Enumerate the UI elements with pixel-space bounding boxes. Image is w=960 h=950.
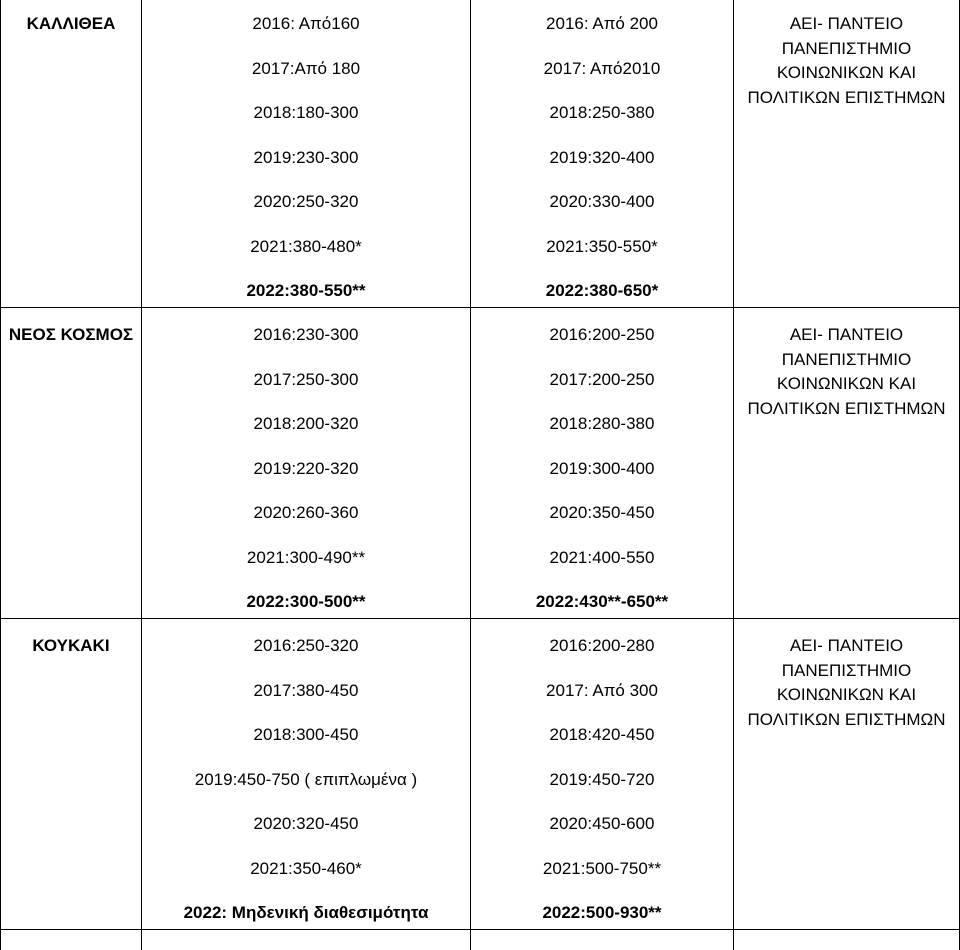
institution-line: ΠΟΛΙΤΙΚΩΝ ΕΠΙΣΤΗΜΩΝ <box>734 397 959 422</box>
price-range-line: 2018:200-320 <box>142 412 470 457</box>
area-name: ΝΕΟΣ ΚΟΣΜΟΣ <box>9 325 133 344</box>
price-range-line: 2021:380-480* <box>142 235 470 280</box>
table-row <box>1 0 960 308</box>
price-range-line: 2019:230-300 <box>142 146 470 191</box>
table-row <box>1 308 960 619</box>
price-range-line: 2018:180-300 <box>142 101 470 146</box>
institution-line: ΚΟΙΝΩΝΙΚΩΝ ΚΑΙ <box>734 61 959 86</box>
price-range-line: 2018:300-450 <box>142 723 470 768</box>
price-range-line: 2016:250-320 <box>142 634 470 679</box>
price-range-line: 2021:350-460* <box>142 857 470 902</box>
price-range-line: 2018:280-380 <box>471 412 733 457</box>
price-range-line: 2016: Από160 <box>142 12 470 57</box>
institution-line: ΚΟΙΝΩΝΙΚΩΝ ΚΑΙ <box>734 372 959 397</box>
rent-table-body <box>1 0 960 950</box>
price-range-line: 2020:260-360 <box>142 501 470 546</box>
price-range-line: 2019:220-320 <box>142 457 470 502</box>
table-row-continuation <box>1 930 960 950</box>
price-range-line: 2020:350-450 <box>471 501 733 546</box>
price-range-line: 2021:300-490** <box>142 546 470 591</box>
price-range-line: 2021:400-550 <box>471 546 733 591</box>
institution-line: ΑΕΙ- ΠΑΝΤΕΙΟ <box>734 634 959 659</box>
price-range-line: 2016:200-280 <box>471 634 733 679</box>
area-name: ΚΑΛΛΙΘΕΑ <box>27 14 116 33</box>
price-range-line: 2020:320-450 <box>142 812 470 857</box>
price-range-line: 2016:230-300 <box>142 323 470 368</box>
price-range-line: 2022:500-930** <box>471 901 733 925</box>
price-range-line: 2020:330-400 <box>471 190 733 235</box>
price-range-cell-col-a <box>142 619 471 930</box>
price-range-line: 2019:450-750 ( επιπλωμένα ) <box>142 768 470 813</box>
price-range-line: 2018:250-380 <box>471 101 733 146</box>
table-row <box>1 619 960 930</box>
price-range-cell-col-b <box>471 308 734 619</box>
price-range-line: 2021:500-750** <box>471 857 733 902</box>
price-range-line: 2018:420-450 <box>471 723 733 768</box>
institution-line: ΠΑΝΕΠΙΣΤΗΜΙΟ <box>734 37 959 62</box>
institution-cell <box>734 0 960 308</box>
price-range-line: 2019:450-720 <box>471 768 733 813</box>
price-range-line: 2020:250-320 <box>142 190 470 235</box>
institution-line: ΠΟΛΙΤΙΚΩΝ ΕΠΙΣΤΗΜΩΝ <box>734 86 959 111</box>
price-range-line: 2022:380-650* <box>471 279 733 303</box>
empty-cell <box>734 930 960 950</box>
area-name-cell <box>1 308 142 619</box>
institution-cell <box>734 308 960 619</box>
price-range-cell-col-b <box>471 0 734 308</box>
price-range-line: 2019:300-400 <box>471 457 733 502</box>
price-range-line: 2017: Από2010 <box>471 57 733 102</box>
area-name: ΚΟΥΚΑΚΙ <box>32 636 109 655</box>
institution-cell <box>734 619 960 930</box>
institution-line: ΠΑΝΕΠΙΣΤΗΜΙΟ <box>734 659 959 684</box>
institution-line: ΚΟΙΝΩΝΙΚΩΝ ΚΑΙ <box>734 683 959 708</box>
price-range-line: 2022: Μηδενική διαθεσιμότητα <box>142 901 470 925</box>
institution-line: ΑΕΙ- ΠΑΝΤΕΙΟ <box>734 12 959 37</box>
price-range-line: 2017:Από 180 <box>142 57 470 102</box>
institution-line: ΑΕΙ- ΠΑΝΤΕΙΟ <box>734 323 959 348</box>
empty-cell <box>1 930 142 950</box>
empty-cell <box>471 930 734 950</box>
price-range-line: 2017:380-450 <box>142 679 470 724</box>
price-range-cell-col-a <box>142 0 471 308</box>
price-range-line: 2016: Από 200 <box>471 12 733 57</box>
institution-line: ΠΑΝΕΠΙΣΤΗΜΙΟ <box>734 348 959 373</box>
price-range-line: 2020:450-600 <box>471 812 733 857</box>
area-name-cell <box>1 619 142 930</box>
price-range-line: 2021:350-550* <box>471 235 733 280</box>
price-range-cell-col-a <box>142 308 471 619</box>
price-range-line: 2022:430**-650** <box>471 590 733 614</box>
price-range-line: 2022:300-500** <box>142 590 470 614</box>
price-range-line: 2022:380-550** <box>142 279 470 303</box>
institution-line: ΠΟΛΙΤΙΚΩΝ ΕΠΙΣΤΗΜΩΝ <box>734 708 959 733</box>
empty-cell <box>142 930 471 950</box>
price-range-line: 2016:200-250 <box>471 323 733 368</box>
area-name-cell <box>1 0 142 308</box>
price-range-line: 2017: Από 300 <box>471 679 733 724</box>
price-range-line: 2017:200-250 <box>471 368 733 413</box>
price-range-cell-col-b <box>471 619 734 930</box>
price-range-line: 2019:320-400 <box>471 146 733 191</box>
price-range-line: 2017:250-300 <box>142 368 470 413</box>
